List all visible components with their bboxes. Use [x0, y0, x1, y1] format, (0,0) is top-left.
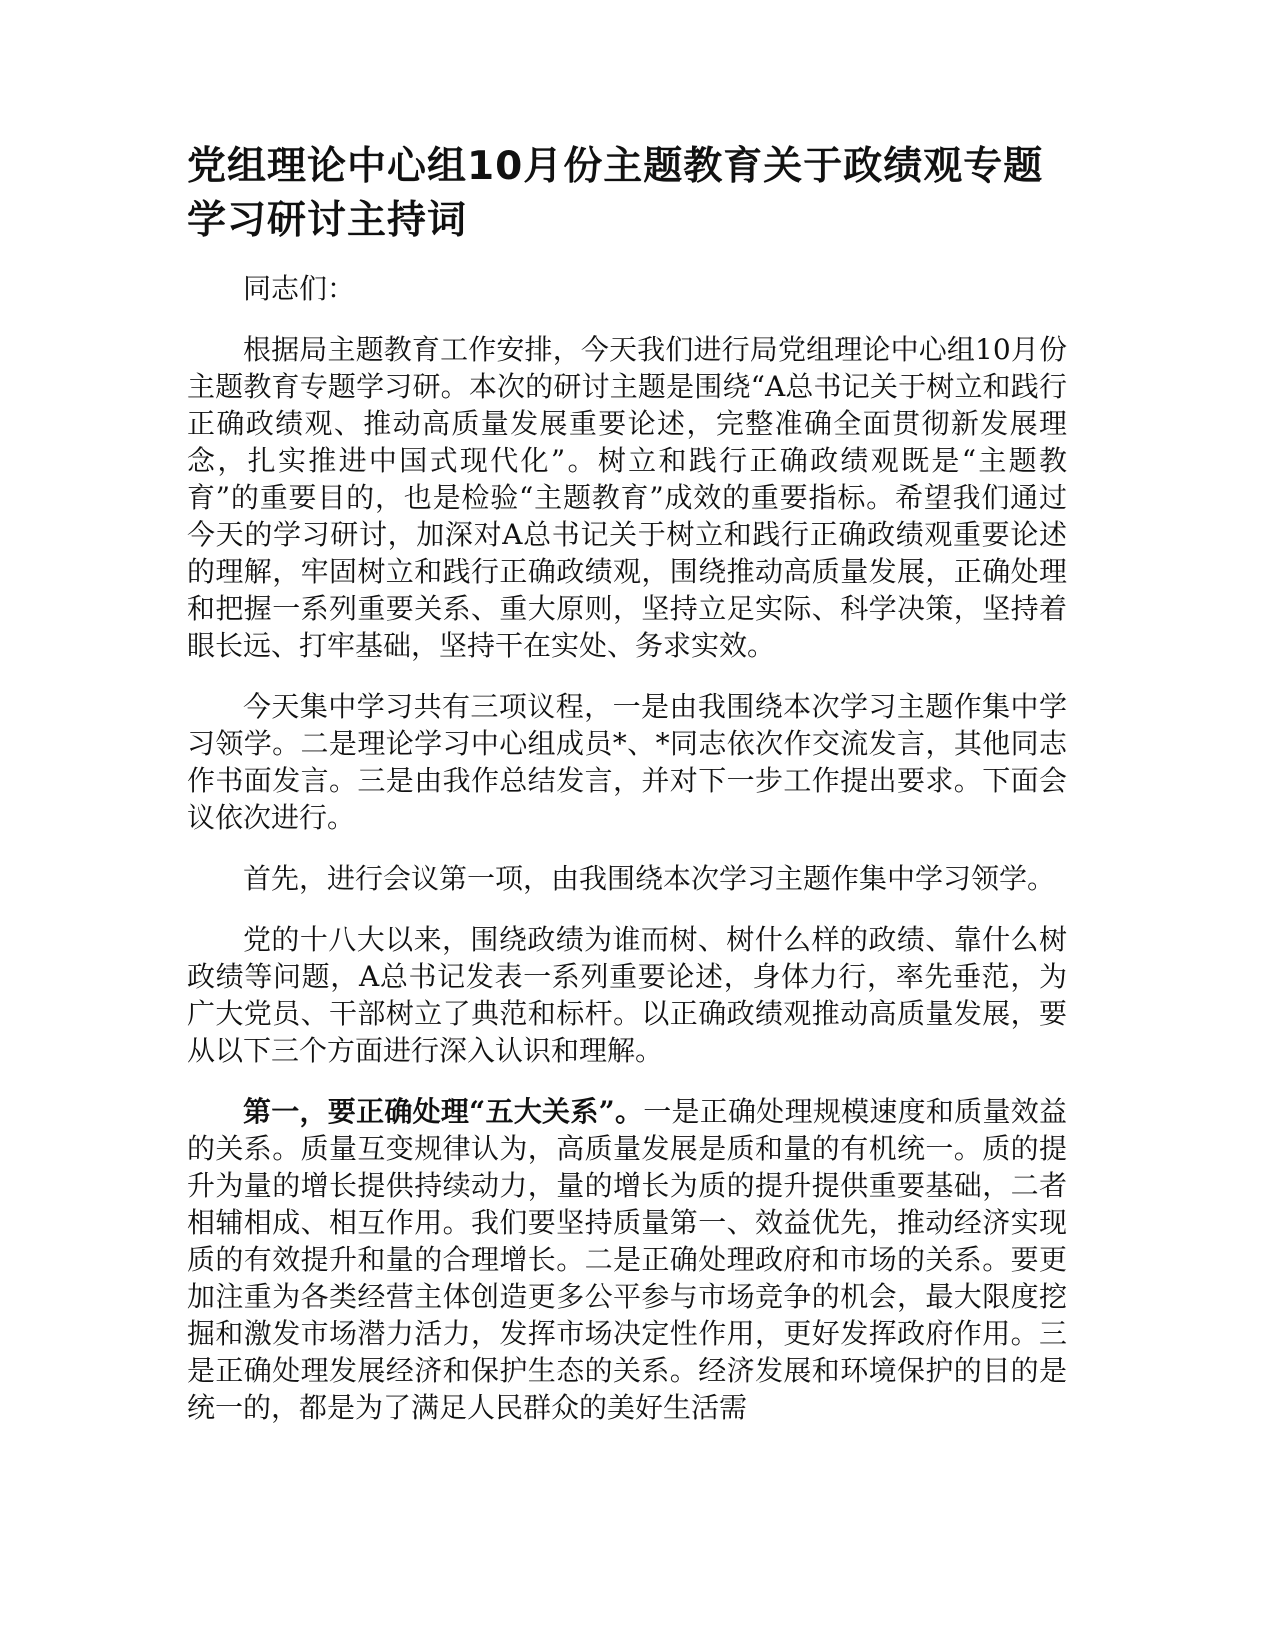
paragraph-lead: 第一，要正确处理“五大关系”。 [243, 1095, 644, 1128]
paragraph-first-item: 首先，进行会议第一项，由我围绕本次学习主题作集中学习领学。 [243, 862, 1056, 895]
paragraph-body: 一是正确处理规模速度和质量效益的关系。质量互变规律认为，高质量发展是质和量的有机统一。质的提升为量的增长提供持续动力，量的增长为质的提升提供重要基础，二者相辅相成、相互作用。我们要坚持质量第一、效益优先，推动经济实现质的有效提升和量的合理增长。二是正确处理政府和市场的关系。要更加注重为各类经营主体创造更多公平参与市场竞争的机会，最大限度挖掘和激发市场潜力活力，发挥市场决定性作用，更好发挥政府作用。三是正确处理发展经济和保护生态的关系。经济发展和环境保护的目的是统一的，都是为了满足人民群众的美好生活需 [187, 1095, 1067, 1424]
paragraph-five-relations [187, 1093, 1067, 1426]
greeting: 同志们： [243, 272, 356, 305]
paragraph-intro: 根据局主题教育工作安排，今天我们进行局党组理论中心组10月份主题教育专题学习研。本次的研讨主题是围绕“A总书记关于树立和践行正确政绩观、推动高质量发展重要论述，完整准确全面贯彻新发展理念，扎实推进中国式现代化”。树立和践行正确政绩观既是“主题教育”的重要目的，也是检验“主题教育”成效的重要指标。希望我们通过今天的学习研讨，加深对A总书记关于树立和践行正确政绩观重要论述的理解，牢固树立和践行正确政绩观，围绕推动高质量发展，正确处理和把握一系列重要关系、重大原则，坚持立足实际、科学决策，坚持着眼长远、打牢基础，坚持干在实处、务求实效。 [187, 333, 1067, 662]
document-title: 党组理论中心组10月份主题教育关于政绩观专题学习研讨主持词 [187, 144, 1044, 243]
paragraph-agenda: 今天集中学习共有三项议程，一是由我围绕本次学习主题作集中学习领学。二是理论学习中心组成员*、*同志依次作交流发言，其他同志作书面发言。三是由我作总结发言，并对下一步工作提出要求。下面会议依次进行。 [187, 690, 1067, 834]
paragraph-background: 党的十八大以来，围绕政绩为谁而树、树什么样的政绩、靠什么树政绩等问题，A总书记发表一系列重要论述，身体力行，率先垂范，为广大党员、干部树立了典范和标杆。以正确政绩观推动高质量发展，要从以下三个方面进行深入认识和理解。 [187, 923, 1067, 1067]
document-page [187, 140, 1067, 1450]
